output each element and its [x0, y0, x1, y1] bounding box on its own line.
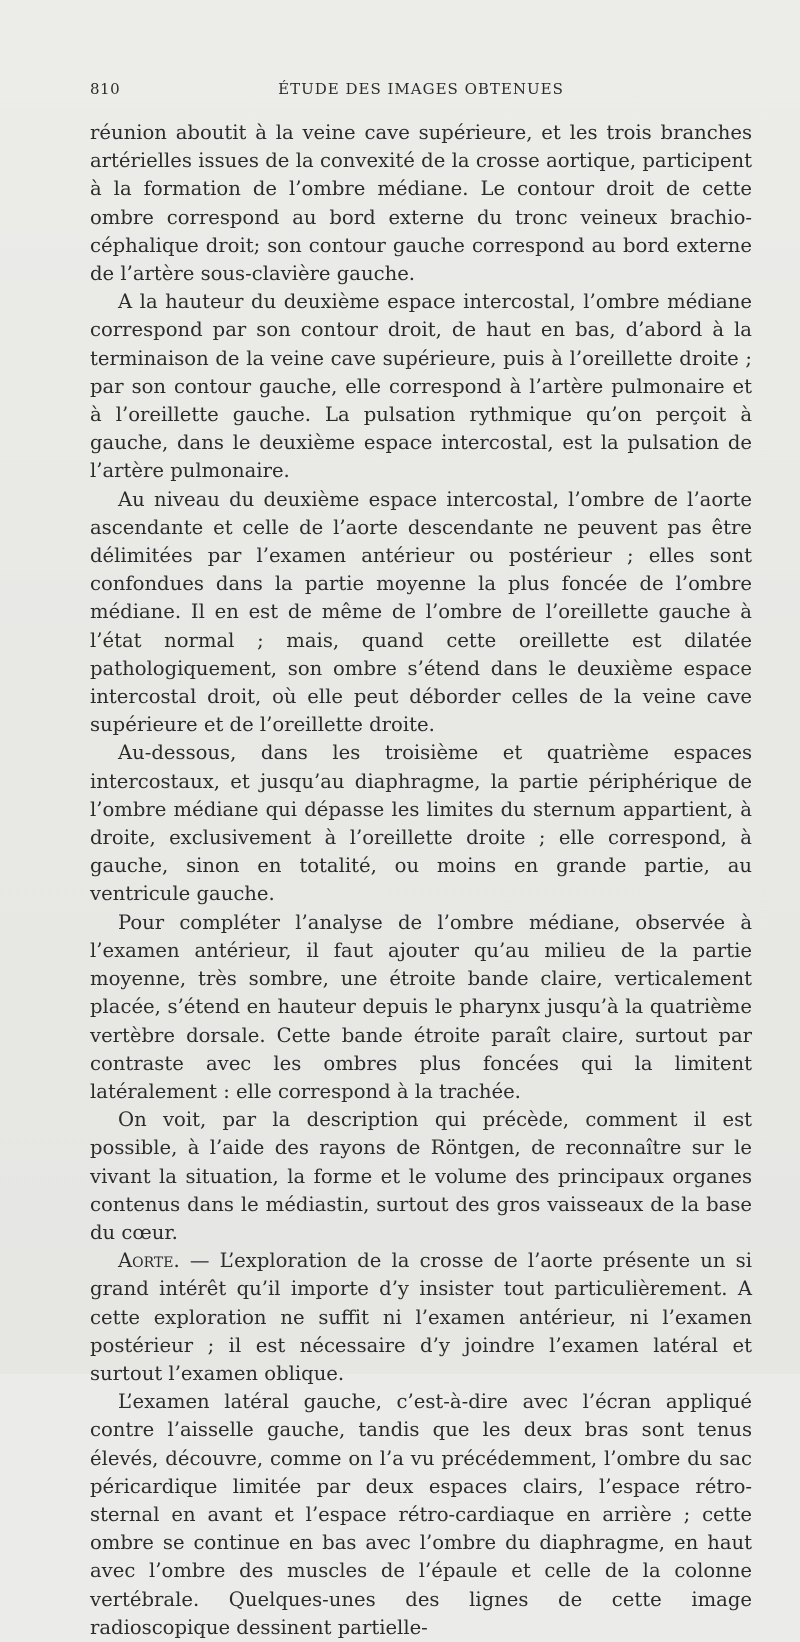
paragraph: réunion aboutit à la veine cave supérieure, et les trois branches artérielles issues de la convexité de la crosse aortique, participent à la formation de l’ombre médiane. Le contour droit de cette ombre correspond au bord externe du tronc veineux brachio-céphalique droit; son contour gauche correspond au bord externe de l’artère sous-clavière gauche.	[90, 121, 752, 286]
body-text	[90, 119, 752, 1642]
paragraph: L’examen latéral gauche, c’est-à-dire avec l’écran appliqué contre l’aisselle gauche, tandis que les deux bras sont tenus élevés, découvre, comme on l’a vu précédemment, l’ombre du sac péricardique limitée par deux espaces clairs, l’espace rétro-sternal en avant et l’espace rétro-cardiaque en arrière ; cette ombre se continue en bas avec l’ombre du diaphragme, en haut avec l’ombre des muscles de l’épaule et celle de la colonne vertébrale. Quelques-unes des lignes de cette image radioscopique dessinent partielle-	[90, 1390, 752, 1639]
running-title: ÉTUDE DES IMAGES OBTENUES	[278, 80, 564, 98]
paragraph: On voit, par la description qui précède, comment il est possible, à l’aide des rayons de Röntgen, de reconnaître sur le vivant la situation, la forme et le volume des principaux organes contenus dans le médiastin, surtout des gros vaisseaux de la base du cœur.	[90, 1108, 752, 1244]
page-number: 810	[90, 80, 121, 98]
paragraph: Au niveau du deuxième espace intercostal, l’ombre de l’aorte ascendante et celle de l’aorte descendante ne peuvent pas être délimitées par l’examen antérieur ou postérieur ; elles sont confondues dans la partie moyenne la plus foncée de l’ombre médiane. Il en est de même de l’ombre de l’oreillette gauche à l’état normal ; mais, quand cette oreillette est dilatée pathologiquement, son ombre s’étend dans le deuxième espace intercostal droit, où elle peut déborder celles de la veine cave supérieure et de l’oreillette droite.	[90, 487, 752, 737]
paragraph-aorte	[90, 1247, 752, 1388]
paragraph: Pour compléter l’analyse de l’ombre médiane, observée à l’examen antérieur, il faut ajouter qu’au milieu de la partie moyenne, très sombre, une étroite bande claire, verticalement placée, s’étend en hauteur depuis le pharynx jusqu’à la quatrième vertèbre dorsale. Cette bande étroite paraît claire, surtout par contraste avec les ombres plus foncées qui la limitent latéralement : elle correspond à la trachée.	[90, 910, 752, 1103]
section-lead: Aorte.	[118, 1249, 180, 1273]
running-head	[90, 80, 752, 104]
paragraph: A la hauteur du deuxième espace intercostal, l’ombre médiane correspond par son contour droit, de haut en bas, d’abord à la terminaison de la veine cave supérieure, puis à l’oreillette droite ; par son contour gauche, elle correspond à l’artère pulmonaire et à l’oreillette gauche. La pulsation rythmique qu’on perçoit à gauche, dans le deuxième espace intercostal, est la pulsation de l’artère pulmonaire.	[90, 290, 752, 483]
paragraph-text: — L’exploration de la crosse de l’aorte présente un si grand intérêt qu’il importe d’y insister tout particulièrement. A cette exploration ne suffit ni l’examen antérieur, ni l’examen postérieur ; il est nécessaire d’y joindre l’examen latéral et surtout l’examen oblique.	[90, 1249, 752, 1385]
paragraph: Au-dessous, dans les troisième et quatrième espaces intercostaux, et jusqu’au diaphragme, la partie périphérique de l’ombre médiane qui dépasse les limites du sternum appartient, à droite, exclusivement à l’oreillette droite ; elle correspond, à gauche, sinon en totalité, ou moins en grande partie, au ventricule gauche.	[90, 741, 752, 906]
